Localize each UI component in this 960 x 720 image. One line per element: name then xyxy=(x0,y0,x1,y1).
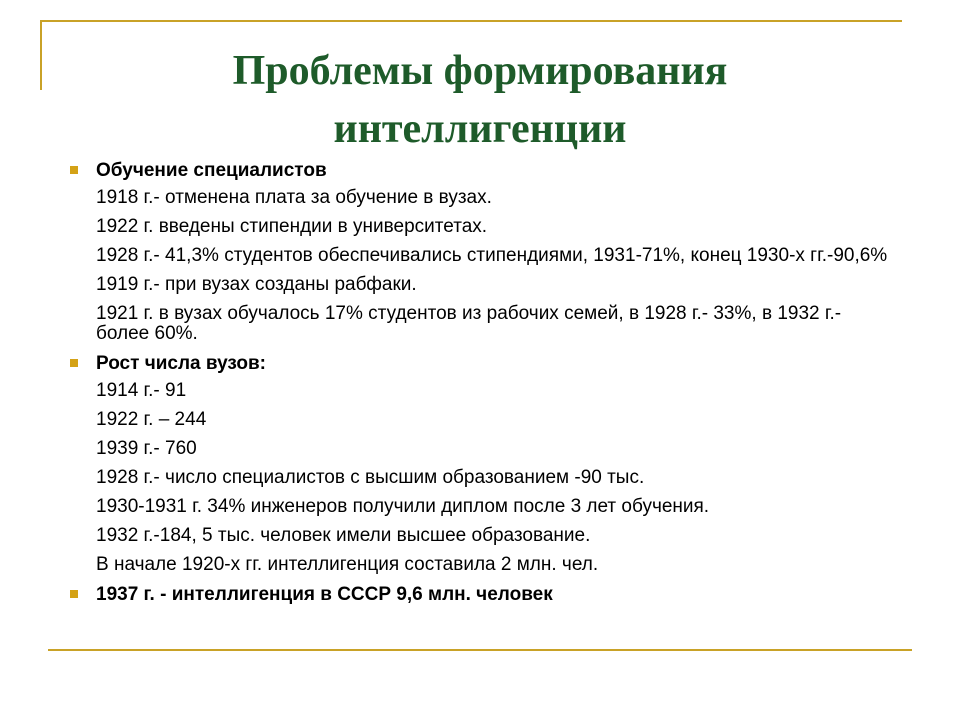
list-item: 1914 г.- 91 xyxy=(96,380,187,401)
list-item: 1928 г.- 41,3% студентов обеспечивались стипендиями, 1931-71%, конец 1930-х гг.-90,6% xyxy=(96,245,888,266)
section-heading-label: 1937 г. - интеллигенция в СССР 9,6 млн. человек xyxy=(96,584,553,605)
bullet-square-icon xyxy=(70,590,78,598)
title-line-2: интеллигенции xyxy=(333,106,627,152)
list-item: 1930-1931 г. 34% инженеров получили диплом после 3 лет обучения. xyxy=(96,496,710,517)
title-line-1: Проблемы формирования xyxy=(232,48,728,94)
list-item: В начале 1920-х гг. интеллигенция составила 2 млн. чел. xyxy=(96,554,599,575)
section-universities xyxy=(70,353,890,575)
list-item: 1922 г. – 244 xyxy=(96,409,207,430)
bullet-square-icon xyxy=(70,166,78,174)
section-heading-label: Обучение специалистов xyxy=(96,160,327,181)
list-item: 1919 г.- при вузах созданы рабфаки. xyxy=(96,274,417,295)
section-heading xyxy=(70,584,890,606)
slide-content xyxy=(70,160,890,612)
list-item: 1932 г.-184, 5 тыс. человек имели высшее образование. xyxy=(96,525,591,546)
section-heading xyxy=(70,160,890,182)
list-item: 1939 г.- 760 xyxy=(96,438,197,459)
section-training xyxy=(70,160,890,344)
list-item: 1928 г.- число специалистов с высшим образованием -90 тыс. xyxy=(96,467,645,488)
list-item: 1918 г.- отменена плата за обучение в вузах. xyxy=(96,187,492,208)
section-heading xyxy=(70,353,890,375)
frame-left-line xyxy=(40,20,42,90)
list-item: 1922 г. введены стипендии в университетах. xyxy=(96,216,488,237)
frame-bottom-line xyxy=(48,649,912,651)
list-item: 1921 г. в вузах обучалось 17% студентов из рабочих семей, в 1928 г.- 33%, в 1932 г.- более 60%. xyxy=(96,303,842,344)
section-heading-label: Рост числа вузов: xyxy=(96,353,267,374)
bullet-square-icon xyxy=(70,359,78,367)
section-1937 xyxy=(70,584,890,606)
slide-title xyxy=(60,42,900,158)
frame-top-line xyxy=(40,20,902,22)
